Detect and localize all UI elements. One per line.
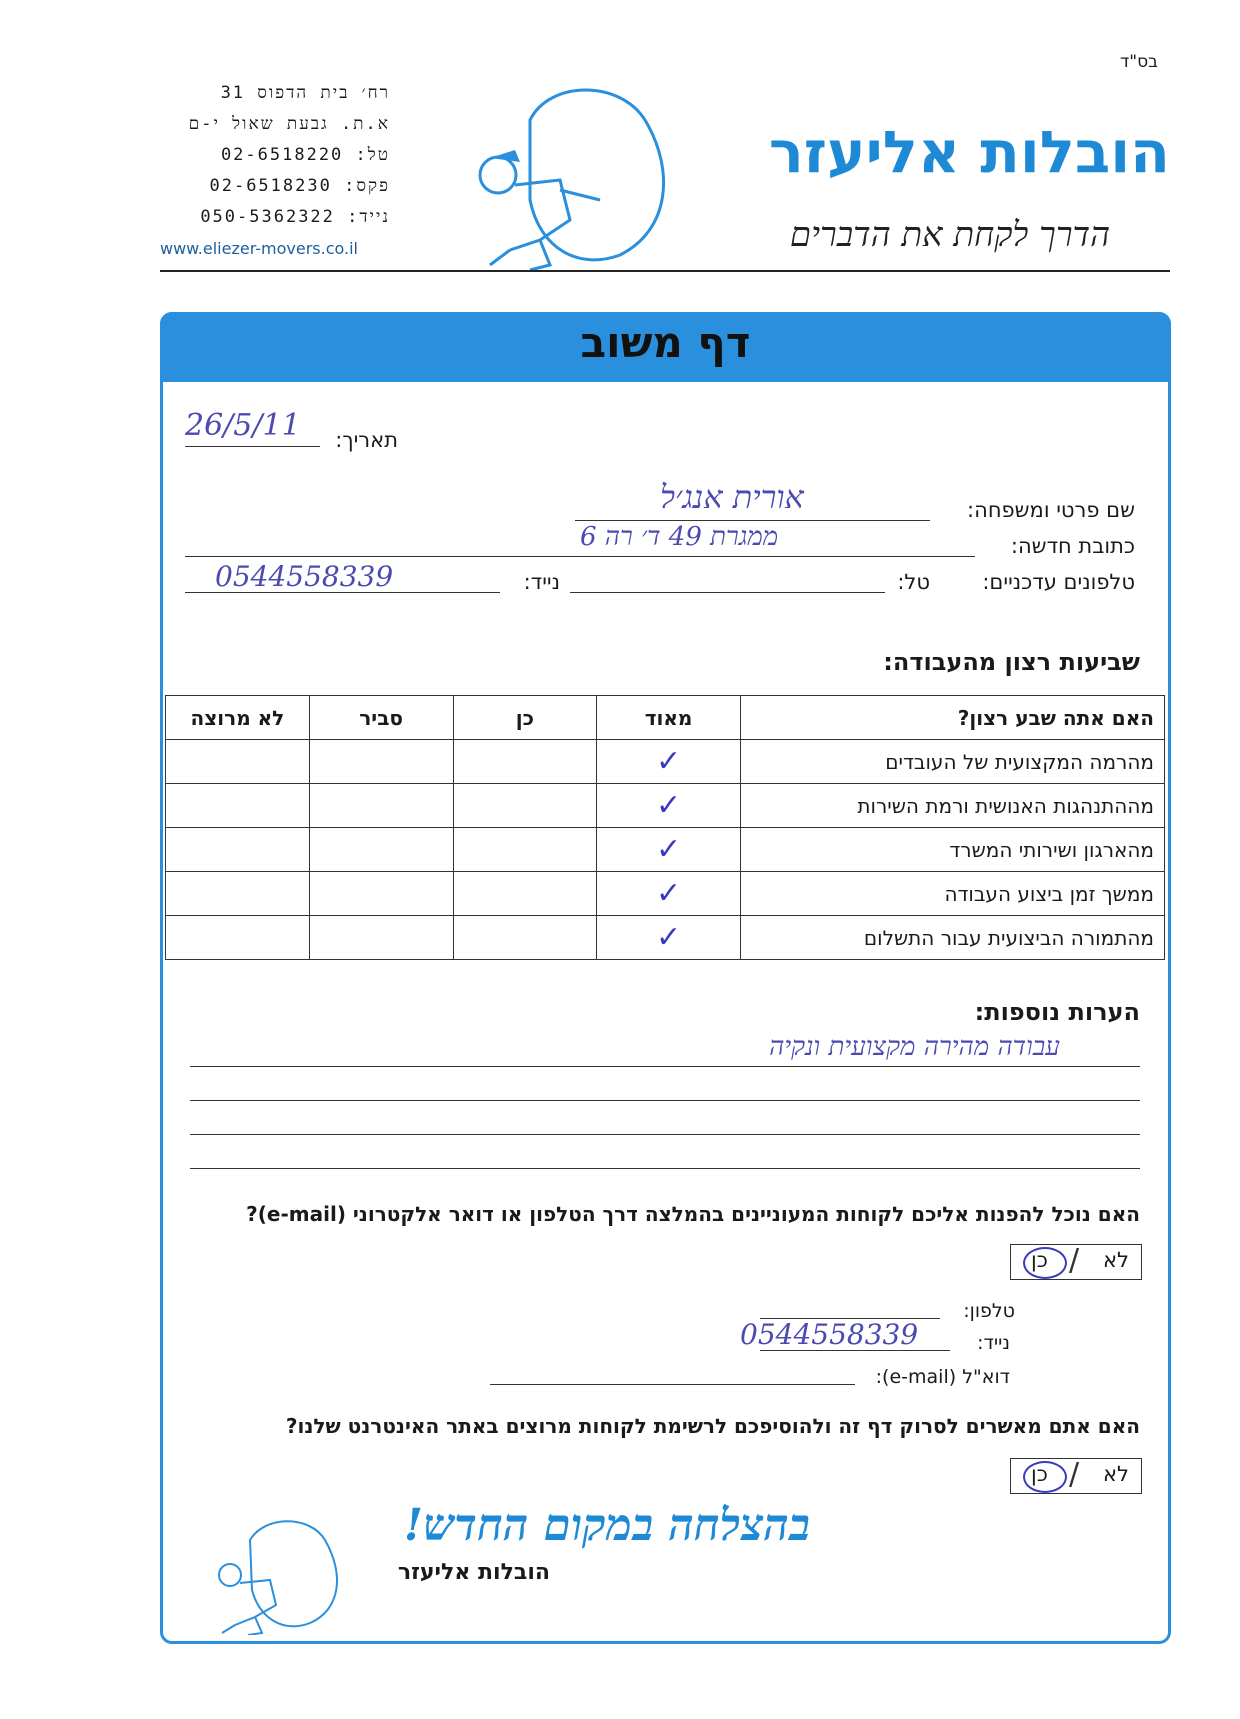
consent-mobile-label: נייד: xyxy=(977,1332,1010,1354)
checkbox-cell[interactable] xyxy=(166,916,310,960)
question-cell: מהתמורה הביצועית עבור התשלום xyxy=(740,916,1164,960)
consent-mobile-value[interactable]: 0544558339 xyxy=(740,1318,919,1351)
checkbox-cell[interactable] xyxy=(597,828,741,872)
new-address-label: כתובת חדשה: xyxy=(1010,534,1135,558)
check-mark-icon: ✓ xyxy=(656,744,682,779)
table-row xyxy=(166,872,1165,916)
mover-mascot-small-icon xyxy=(210,1515,350,1635)
contact-consent-question: האם נוכל להפנות אליכם לקוחות המעוניינים בהמלצה דרך הטלפון או דואר אלקטרוני (e-mail)? xyxy=(246,1202,1140,1226)
mobile-value[interactable]: 0544558339 xyxy=(215,560,394,593)
satisfaction-table xyxy=(165,695,1165,960)
checkbox-cell[interactable] xyxy=(309,784,453,828)
new-address-line xyxy=(185,556,975,557)
checkbox-cell[interactable] xyxy=(166,740,310,784)
website-link[interactable]: www.eliezer-movers.co.il xyxy=(160,239,358,258)
check-mark-icon: ✓ xyxy=(656,920,682,955)
col-reasonable: סביר xyxy=(309,696,453,740)
table-row xyxy=(166,916,1165,960)
question-cell: מהארגון ושירותי המשרד xyxy=(740,828,1164,872)
checkbox-cell[interactable] xyxy=(309,828,453,872)
date-line xyxy=(185,446,320,447)
company-address-block xyxy=(160,78,390,264)
bsd-mark: בס"ד xyxy=(1120,52,1158,72)
question-cell: מהרמה המקצועית של העובדים xyxy=(740,740,1164,784)
checkbox-cell[interactable] xyxy=(309,872,453,916)
no-option[interactable]: לא xyxy=(1103,1248,1129,1272)
col-very: מאוד xyxy=(597,696,741,740)
notes-line-3 xyxy=(190,1134,1140,1135)
name-label: שם פרטי ומשפחה: xyxy=(967,498,1135,522)
table-row xyxy=(166,828,1165,872)
col-yes: כן xyxy=(453,696,597,740)
header-divider xyxy=(160,270,1170,272)
checkbox-cell[interactable] xyxy=(309,916,453,960)
checkbox-cell[interactable] xyxy=(597,916,741,960)
tel-line: טל: 02-6518220 xyxy=(220,145,390,165)
mobile-label: נייד: xyxy=(523,570,560,594)
footer-company-name: הובלות אליעזר xyxy=(397,1560,550,1585)
notes-heading: הערות נוספות: xyxy=(974,998,1140,1026)
address-line-2: א.ת. גבעת שאול י-ם xyxy=(188,114,390,134)
date-label: תאריך: xyxy=(335,428,398,452)
check-mark-icon: ✓ xyxy=(656,788,682,823)
checkbox-cell[interactable] xyxy=(166,828,310,872)
mover-mascot-icon xyxy=(470,80,680,275)
name-value[interactable]: אורית אנג׳ל xyxy=(660,478,804,516)
notes-line-2 xyxy=(190,1100,1140,1101)
checkbox-cell[interactable] xyxy=(453,740,597,784)
satisfaction-heading: שביעות רצון מהעבודה: xyxy=(883,648,1140,676)
yes-option[interactable]: כן xyxy=(1031,1248,1048,1272)
divider-slash: / xyxy=(1069,1457,1080,1492)
company-name: הובלות אליעזר xyxy=(768,118,1170,186)
yes-option[interactable]: כן xyxy=(1031,1462,1048,1486)
no-option[interactable]: לא xyxy=(1103,1462,1129,1486)
checkbox-cell[interactable] xyxy=(453,872,597,916)
fax-line: פקס: 02-6518230 xyxy=(209,176,390,196)
checkbox-cell[interactable] xyxy=(166,784,310,828)
selected-circle-icon xyxy=(1023,1247,1067,1279)
table-row xyxy=(166,784,1165,828)
company-slogan: הדרך לקחת את הדברים xyxy=(789,215,1110,255)
col-question: האם אתה שבע רצון? xyxy=(740,696,1164,740)
divider-slash: / xyxy=(1069,1243,1080,1278)
mobile-line: נייד: 050-5362322 xyxy=(200,207,390,227)
checkbox-cell[interactable] xyxy=(597,740,741,784)
checkbox-cell[interactable] xyxy=(453,916,597,960)
footer-slogan: בהצלחה במקום החדש! xyxy=(403,1500,810,1551)
table-header-row xyxy=(166,696,1165,740)
date-value[interactable]: 26/5/11 xyxy=(185,408,301,443)
notes-line-1 xyxy=(190,1066,1140,1067)
publish-consent-question: האם אתם מאשרים לסרוק דף זה ולהוסיפכם לרשימת לקוחות מרוצים באתר האינטרנט שלנו? xyxy=(285,1414,1140,1438)
checkbox-cell[interactable] xyxy=(453,784,597,828)
consent-email-label: דוא"ל (e-mail): xyxy=(875,1366,1010,1388)
table-row xyxy=(166,740,1165,784)
contact-consent-choice[interactable] xyxy=(1010,1244,1142,1280)
phones-label: טלפונים עדכניים: xyxy=(982,570,1135,594)
name-line xyxy=(575,520,930,521)
notes-line-4 xyxy=(190,1168,1140,1169)
tel-label: טל: xyxy=(897,570,930,594)
checkbox-cell[interactable] xyxy=(597,784,741,828)
question-cell: ממשך זמן ביצוע העבודה xyxy=(740,872,1164,916)
check-mark-icon: ✓ xyxy=(656,876,682,911)
selected-circle-icon xyxy=(1023,1461,1067,1493)
consent-phone-label: טלפון: xyxy=(963,1300,1015,1322)
col-not-satisfied: לא מרוצה xyxy=(166,696,310,740)
address-line-1: רח׳ בית הדפוס 31 xyxy=(220,83,390,103)
consent-email-line xyxy=(490,1384,855,1385)
new-address-value[interactable]: ממגרת 49 ד׳ רה 6 xyxy=(580,522,779,552)
checkbox-cell[interactable] xyxy=(166,872,310,916)
form-title: דף משוב xyxy=(580,318,751,367)
checkbox-cell[interactable] xyxy=(309,740,453,784)
publish-consent-choice[interactable] xyxy=(1010,1458,1142,1494)
checkbox-cell[interactable] xyxy=(597,872,741,916)
checkbox-cell[interactable] xyxy=(453,828,597,872)
tel-line xyxy=(570,592,885,593)
check-mark-icon: ✓ xyxy=(656,832,682,867)
question-cell: מההתנהגות האנושית ורמת השירות xyxy=(740,784,1164,828)
notes-text[interactable]: עבודה מהירה מקצועית ונקיה xyxy=(769,1032,1060,1062)
